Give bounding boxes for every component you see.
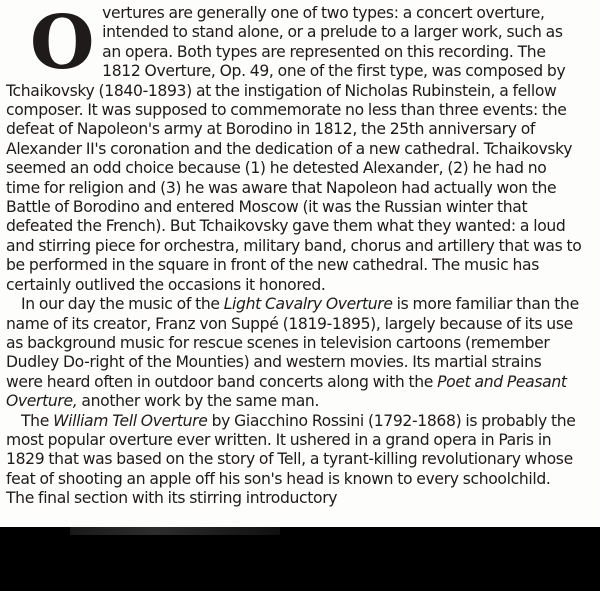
work-title-william-tell: William Tell Overture <box>53 411 208 430</box>
article-body <box>6 0 582 509</box>
paragraph-2-text-b: is more familiar than the name of its creator, Franz von Suppé (1819-1895), largely because of its use as background music for rescue scenes in television cartoons (remember Dudley Do-right of the Mounties) and western movies. Its martial strains were heard often in outdoor band concerts along with the <box>6 295 579 391</box>
paragraph-2-text-a: In our day the music of the <box>21 295 224 314</box>
work-title-light-cavalry: Light Cavalry Overture <box>223 295 393 314</box>
paragraph-light-cavalry <box>6 295 582 411</box>
paragraph-1-text: vertures are generally one of two types: a concert overture, intended to stand alone, or a prelude to a larger work, such as an opera. Both types are represented on this recording. The 1812 Overture, Op. 49, one of the first type, was composed by Tchaikovsky (1840-1893) at the instigation of Nicholas Rubinstein, a fellow composer. It was supposed to commemorate no less than three events: the defeat of Napoleon's army at Borodino in 1812, the 25th anniversary of Alexander II's coronation and the dedication of a new cathedral. Tchaikovsky seemed an odd choice because (1) he detested Alexander, (2) he had no time for religion and (3) he was aware that Napoleon had actually won the Battle of Borodino and entered Moscow (it was the Russian winter that defeated the French). But Tchaikovsky gave them what they wanted: a loud and stirring piece for orchestra, military band, chorus and artillery that was to be performed in the square in front of the new cathedral. The music has certainly outlived the occasions it honored. <box>6 4 582 294</box>
scan-cutoff-band <box>0 527 600 591</box>
paragraph-3-text-b: by Giacchino Rossini (1792-1868) is probably the most popular overture ever written. It ushered in a grand opera in Paris in 1829 that was based on the story of Tell, a tyrant-killing revolutionary whose feat of shooting an apple off his son's head is known to every schoolchild. The final section with its stirring introductory <box>6 411 576 508</box>
scan-artifact <box>70 527 280 535</box>
drop-cap: O <box>30 0 95 86</box>
work-title-poet-and-peasant: Poet and Peasant Overture, <box>6 372 567 411</box>
paragraph-william-tell <box>6 412 582 509</box>
paragraph-2-text-c: another work by the same man. <box>77 392 320 411</box>
paragraph-3-text-a: The <box>21 411 54 430</box>
paragraph-1812-overture <box>6 0 582 295</box>
